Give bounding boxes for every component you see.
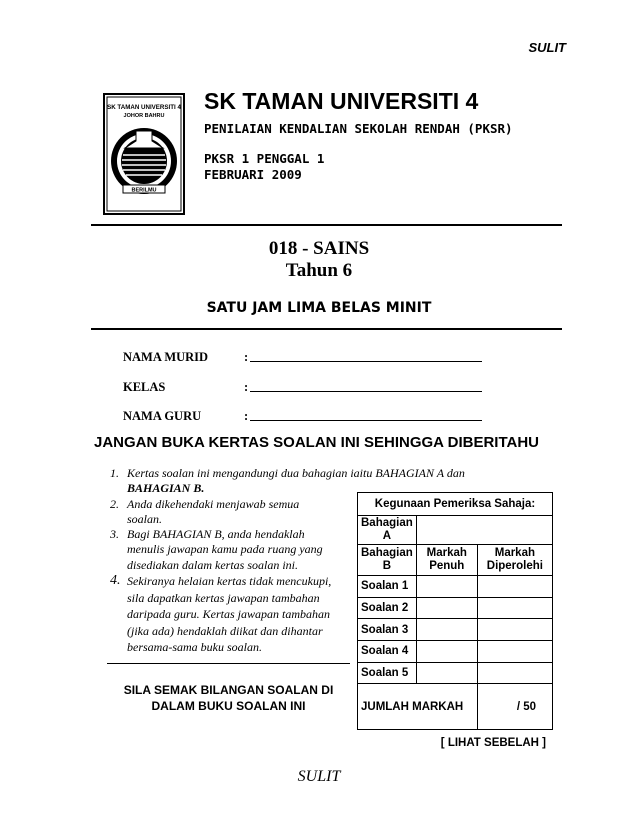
- title-divider: [91, 328, 562, 330]
- marks-full-cell: [416, 597, 477, 619]
- paper-code-subject: 018 - SAINS: [268, 238, 370, 259]
- marks-row-label: Soalan 5: [358, 662, 417, 684]
- exam-session: PKSR 1 PENGGAL 1: [204, 151, 325, 166]
- logo-text-top: SK TAMAN UNIVERSITI 4: [107, 104, 181, 111]
- marks-obtained-cell[interactable]: [477, 662, 552, 684]
- marks-obtained-cell[interactable]: [477, 640, 552, 662]
- instruction-line: menulis jawapan kamu pada ruang yang: [127, 542, 323, 557]
- header-divider: [91, 224, 562, 226]
- marks-row-label: Soalan 1: [358, 575, 417, 597]
- instruction-item: [110, 573, 367, 656]
- instruction-line: bersama-sama buku soalan.: [127, 640, 262, 655]
- marks-full-cell: [416, 575, 477, 597]
- paper-year: Tahun 6: [285, 260, 353, 281]
- marks-full-cell: [416, 662, 477, 684]
- instruction-line: Bagi BAHAGIAN B, anda hendaklah: [127, 527, 305, 542]
- instruction-line: BAHAGIAN B.: [127, 481, 205, 496]
- instruction-number: 1.: [110, 466, 119, 480]
- field-label-class: KELAS: [123, 380, 166, 394]
- exam-name: PENILAIAN KENDALIAN SEKOLAH RENDAH (PKSR): [204, 121, 513, 136]
- instruction-line: disediakan dalam kertas soalan ini.: [127, 557, 298, 572]
- logo-text-mid: JOHOR BAHRU: [123, 113, 165, 119]
- classification-top: SULIT: [528, 40, 566, 55]
- marks-cell-bahagian-a: Bahagian A: [358, 515, 417, 544]
- marks-row-label: Soalan 3: [358, 619, 417, 641]
- marks-header-full: Markah Penuh: [416, 544, 477, 575]
- check-questions-note: SILA SEMAK BILANGAN SOALAN DI DALAM BUKU SOALAN INI: [123, 683, 334, 713]
- marks-row-label: Soalan 2: [358, 597, 417, 619]
- instruction-item: [110, 497, 367, 528]
- instruction-number: 3.: [110, 527, 119, 542]
- instruction-number: 2.: [110, 496, 119, 511]
- school-crest-logo: [103, 93, 185, 215]
- instruction-line: soalan.: [127, 511, 163, 526]
- marks-obtained-cell[interactable]: [477, 619, 552, 641]
- instruction-line: Kertas soalan ini mengandungi dua bahagian iaitu BAHAGIAN A dan: [127, 466, 465, 480]
- field-colon: :: [244, 409, 249, 423]
- warning-text: JANGAN BUKA KERTAS SOALAN INI SEHINGGA DIBERITAHU: [94, 434, 540, 451]
- student-name-line[interactable]: [250, 361, 482, 362]
- marks-header-obtained: Markah Diperolehi: [477, 544, 552, 575]
- marks-total-label: JUMLAH MARKAH: [358, 684, 478, 730]
- school-name: SK TAMAN UNIVERSITI 4: [204, 88, 479, 114]
- field-label-student-name: NAMA MURID: [123, 350, 209, 364]
- instruction-number: 4.: [110, 573, 121, 589]
- marks-cell-bahagian-a-score[interactable]: [416, 515, 552, 544]
- marks-obtained-cell[interactable]: [477, 575, 552, 597]
- marks-table-title: Kegunaan Pemeriksa Sahaja:: [358, 493, 553, 516]
- teacher-name-line[interactable]: [250, 420, 482, 421]
- marks-full-cell: [416, 619, 477, 641]
- field-label-teacher-name: NAMA GURU: [123, 409, 202, 423]
- field-colon: :: [244, 380, 249, 394]
- marks-row-label: Soalan 4: [358, 640, 417, 662]
- instruction-line: daripada guru. Kertas jawapan tambahan: [127, 607, 331, 622]
- marks-obtained-cell[interactable]: [477, 597, 552, 619]
- examiner-marks-table: [357, 492, 553, 730]
- marks-total-value[interactable]: / 50: [477, 684, 552, 730]
- logo-banner-text: BERILMU: [131, 187, 157, 194]
- class-line[interactable]: [250, 391, 482, 392]
- instruction-line: sila dapatkan kertas jawapan tambahan: [127, 590, 320, 605]
- instruction-line: Sekiranya helaian kertas tidak mencukupi,: [127, 574, 332, 589]
- next-page-note: [ LIHAT SEBELAH ]: [440, 737, 546, 749]
- note-divider: [107, 663, 350, 664]
- instruction-line: (jika ada) hendaklah diikat dan dihantar: [127, 623, 323, 638]
- marks-header-bahagian-b: Bahagian B: [358, 544, 417, 575]
- marks-full-cell: [416, 640, 477, 662]
- instruction-line: Anda dikehendaki menjawab semua: [127, 496, 300, 511]
- field-colon: :: [244, 350, 249, 364]
- instruction-item: [110, 527, 367, 573]
- classification-bottom: SULIT: [297, 768, 341, 785]
- exam-date: FEBRUARI 2009: [204, 167, 302, 182]
- paper-duration: SATU JAM LIMA BELAS MINIT: [206, 300, 432, 316]
